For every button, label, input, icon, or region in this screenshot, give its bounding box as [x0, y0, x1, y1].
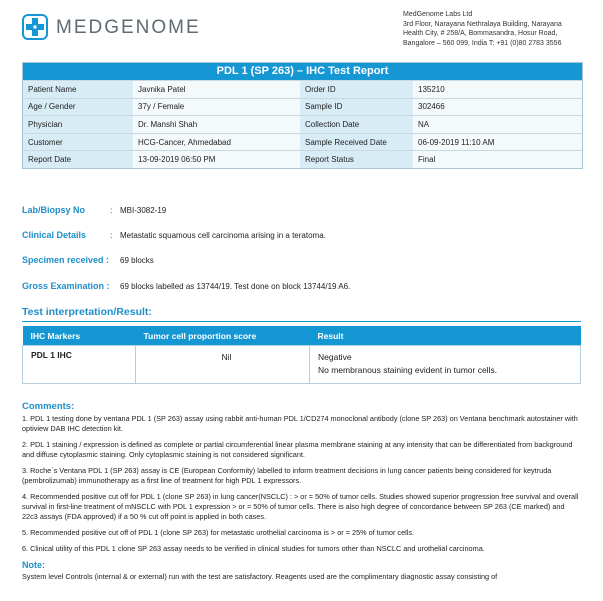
result-detail: No membranous staining evident in tumor cells. [318, 365, 498, 375]
field-label: Sample ID [300, 98, 413, 116]
table-row [23, 81, 582, 99]
field-label: Collection Date [300, 116, 413, 134]
medgenome-logo-icon [22, 14, 48, 40]
address-line: Bangalore – 560 099, India T: +91 (0)80 2783 3556 [403, 39, 562, 47]
lab-name: MedGenome Labs Ltd [403, 11, 473, 18]
field-value: 13-09-2019 06:50 PM [133, 151, 300, 168]
clinical-label: Clinical Details [22, 230, 87, 240]
comment-item: 3. Roche`s Ventana PDL 1 (SP 263) assay is CE (European Conformity) labelled to inform treatment decisions in lung cancer patients being considered for keytruda (pembrolizumab) immunotherapy as a first line of treatment for high PDL 1 expressors. [22, 466, 552, 485]
field-value: Dr. Manshi Shah [133, 116, 300, 134]
brand-name: MEDGENOME [56, 17, 201, 38]
ihc-results-table [22, 326, 581, 384]
patient-details [23, 80, 582, 168]
comments-list [22, 414, 582, 554]
gross-value: 69 blocks labelled as 13744/19. Test done on block 13744/19 A6. [120, 282, 351, 291]
biopsy-value: MBI-3082-19 [120, 206, 167, 215]
field-label: Age / Gender [23, 98, 133, 116]
field-label: Customer [23, 133, 133, 151]
lab-address [403, 10, 599, 48]
field-label: Physician [23, 116, 133, 134]
marker-cell: PDL 1 IHC [23, 346, 136, 384]
col-result: Result [310, 326, 581, 346]
address-line: 3rd Floor, Narayana Nethralaya Building, Narayana [403, 20, 562, 28]
comment-item: 5. Recommended positive cut off of PDL 1 (clone SP 263) for metastatic urothelial carcinoma is > or = 25% of tumor cells. [22, 528, 415, 537]
gross-label: Gross Examination : [22, 281, 110, 291]
score-cell: Nil [136, 346, 310, 384]
table-row [23, 151, 582, 168]
field-label: Report Status [300, 151, 413, 168]
comment-item: 6. Clinical utility of this PDL 1 clone SP 263 assay needs to be verified in clinical studies for tumors other than NSCLC and urothelial carcinoma. [22, 544, 485, 553]
field-value: NA [413, 116, 582, 134]
field-value: 06-09-2019 11:10 AM [413, 133, 582, 151]
field-label: Order ID [300, 81, 413, 99]
col-ihc-markers: IHC Markers [23, 326, 136, 346]
field-value: HCG-Cancer, Ahmedabad [133, 133, 300, 151]
field-value: 37y / Female [133, 98, 300, 116]
interpretation-heading: Test interpretation/Result: [22, 306, 152, 318]
field-label: Patient Name [23, 81, 133, 99]
note-heading: Note: [22, 560, 45, 570]
clinical-value: Metastatic squamous cell carcinoma arising in a teratoma. [120, 231, 326, 240]
colon: : [110, 231, 113, 240]
report-title: PDL 1 (SP 263) – IHC Test Report [23, 63, 582, 80]
comment-item: 1. PDL 1 testing done by ventana PDL 1 (SP 263) assay using rabbit anti-human PDL 1/CD274 monoclonal antibody (clone SP 263) on Ventana benchmark autostainer with optiview DAB IHC detection kit. [22, 414, 578, 433]
address-line: Health City, # 258/A, Bommasandra, Hosur Road, [403, 30, 558, 38]
col-tumor-score: Tumor cell proportion score [136, 326, 310, 346]
specimen-value: 69 blocks [120, 256, 154, 265]
table-row [23, 346, 581, 384]
comments-section [22, 402, 582, 582]
comments-heading: Comments: [22, 401, 75, 412]
field-value: Javnika Patel [133, 81, 300, 99]
specimen-label: Specimen received : [22, 255, 110, 265]
field-value: 302466 [413, 98, 582, 116]
table-row [23, 116, 582, 134]
colon: : [110, 206, 113, 215]
comment-item: 4. Recommended positive cut off for PDL 1 (clone SP 263) in lung cancer(NSCLC) : > or = 50% of tumor cells. Studies showed superior progression free survival and overall survival in first-line treatment of mNSCLC with PDL 1 expression > or = 50% of tumor cells. There is also high degree of concordance between SP 263 (CE marked) and 22c3 assays (FDA approved) if a 50 % cut off point is applied in both cases. [22, 492, 579, 521]
report-info-table [22, 62, 583, 169]
field-label: Sample Received Date [300, 133, 413, 151]
field-value: 135210 [413, 81, 582, 99]
biopsy-label: Lab/Biopsy No [22, 205, 86, 215]
table-row [23, 133, 582, 151]
field-value: Final [413, 151, 582, 168]
comment-item: 2. PDL 1 staining / expression is defined as complete or partial circumferential linear plasma membrane staining at any intensity that can be differentiated from background and diffuse cytoplasmic staining. Only cytoplasmic staining is not considered significant. [22, 440, 573, 459]
field-label: Report Date [23, 151, 133, 168]
result-status: Negative [318, 352, 352, 362]
divider [22, 321, 581, 322]
table-row [23, 98, 582, 116]
result-cell [310, 346, 581, 384]
note-text: System level Controls (internal & or external) run with the test are satisfactory. Reagents used are the complimentary diagnostic assay consisting of [22, 572, 498, 581]
